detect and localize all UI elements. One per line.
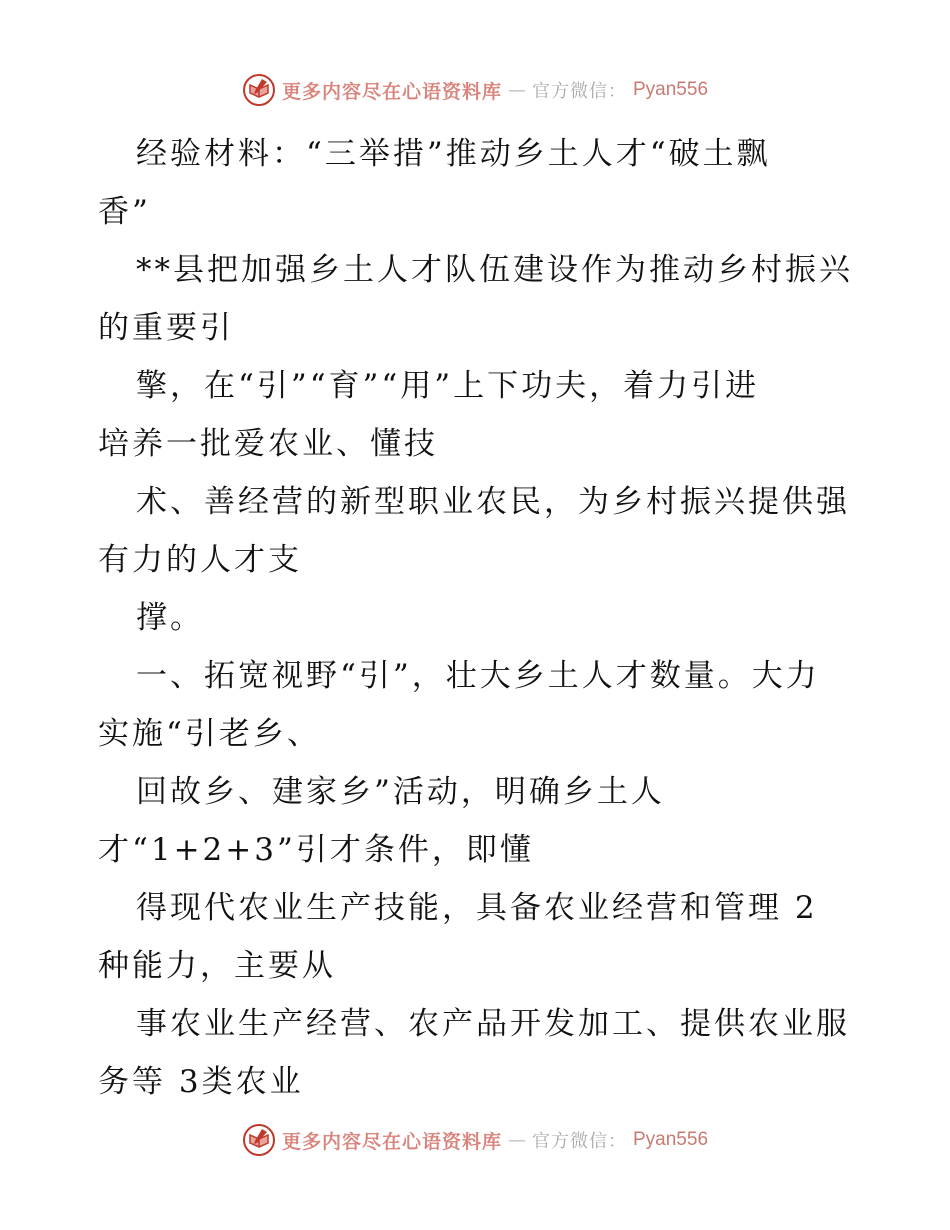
paragraph-line: 的重要引 <box>98 310 234 346</box>
banner-site-text: 更多内容尽在心语资料库 <box>281 1130 502 1153</box>
paragraph-line: 才“1+2+3”引才条件，即懂 <box>98 832 534 868</box>
banner-separator: — <box>508 1129 526 1151</box>
paragraph-line: 实施“引老乡、 <box>98 716 321 752</box>
section-heading-line: 一、拓宽视野“引”，壮大乡土人才数量。大力 <box>136 658 820 694</box>
document-body <box>98 125 858 1111</box>
paragraph-line: 种能力，主要从 <box>98 948 336 984</box>
banner-wechat-id: Pyan556 <box>633 1129 709 1150</box>
paragraph-line: 务等 3类农业 <box>98 1064 304 1100</box>
banner-wechat-label: 官方微信： <box>532 1131 627 1152</box>
paragraph-line: 培养一批爱农业、懂技 <box>98 426 438 462</box>
banner-site-text: 更多内容尽在心语资料库 <box>281 80 502 103</box>
paragraph-line: 术、善经营的新型职业农民，为乡村振兴提供强 <box>136 484 850 520</box>
header-banner <box>0 70 950 110</box>
paragraph-line: 撑。 <box>136 600 204 636</box>
paragraph-line: 擎，在“引”“育”“用”上下功夫，着力引进 <box>136 368 760 404</box>
banner-wechat-id: Pyan556 <box>633 79 709 100</box>
document-title-line-2: 香” <box>98 194 151 230</box>
banner-separator: — <box>508 79 526 101</box>
paragraph-line: 得现代农业生产技能，具备农业经营和管理 2 <box>136 890 818 926</box>
banner-wechat-label: 官方微信： <box>532 81 627 102</box>
paragraph-line: 有力的人才支 <box>98 542 302 578</box>
footer-banner <box>0 1120 950 1160</box>
paragraph-line: 事农业生产经营、农产品开发加工、提供农业服 <box>136 1006 850 1042</box>
book-pen-logo-icon <box>242 73 276 107</box>
paragraph-line: **县把加强乡土人才队伍建设作为推动乡村振兴 <box>136 252 853 288</box>
paragraph-line: 回故乡、建家乡”活动，明确乡土人 <box>136 774 665 810</box>
book-pen-logo-icon <box>242 1123 276 1157</box>
document-title-line-1: 经验材料：“三举措”推动乡土人才“破土飘 <box>136 136 771 172</box>
